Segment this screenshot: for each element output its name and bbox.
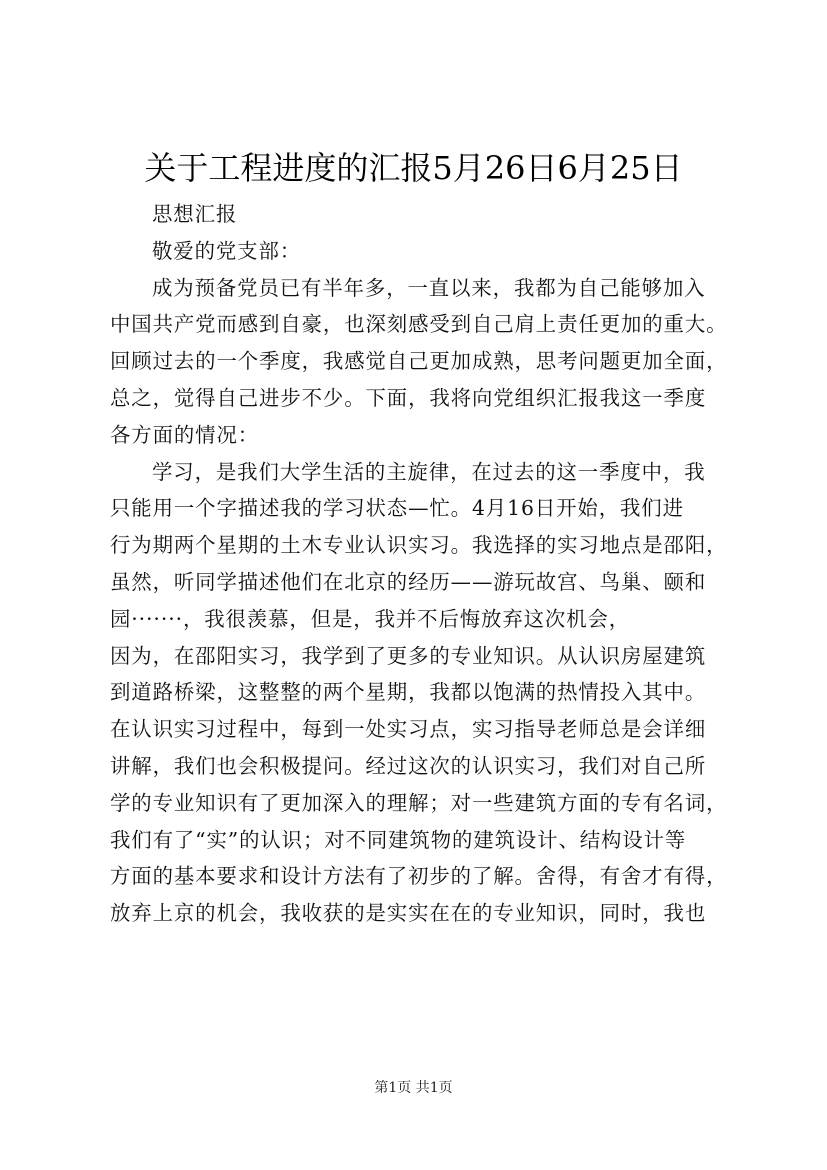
paragraph-line: 中国共产党而感到自豪，也深刻感受到自己肩上责任更加的重大。 (110, 312, 728, 337)
paragraph-line: 成为预备党员已有半年多，一直以来，我都为自己能够加入 (152, 275, 706, 300)
paragraph-line: 总之，觉得自己进步不少。下面，我将向党组织汇报我这一季度 (110, 385, 707, 410)
paragraph-line: 虽然，听同学描述他们在北京的经历——游玩故宫、鸟巢、颐和 (110, 569, 707, 594)
section-heading: 思想汇报 (152, 202, 238, 226)
paragraph-line: 我们有了“实”的认识；对不同建筑物的建筑设计、结构设计等 (110, 827, 687, 852)
paragraph-line: 放弃上京的机会，我收获的是实实在在的专业知识，同时，我也 (110, 901, 707, 926)
paragraph-line: 学的专业知识有了更加深入的理解；对一些建筑方面的专有名词， (110, 790, 728, 815)
paragraph-line: 讲解，我们也会积极提问。经过这次的认识实习，我们对自己所 (110, 753, 707, 778)
document-body (110, 196, 750, 932)
salutation: 敬爱的党支部： (152, 238, 302, 263)
paragraph-line: 方面的基本要求和设计方法有了初步的了解。舍得，有舍才有得， (110, 864, 728, 889)
page-number-footer: 第1页 共1页 (374, 1080, 453, 1096)
paragraph-line: 园·······，我很羡慕，但是，我并不后悔放弃这次机会， (110, 606, 631, 631)
document-title: 关于工程进度的汇报5月26日6月25日 (144, 149, 683, 187)
paragraph-line: 在认识实习过程中，每到一处实习点，实习指导老师总是会详细 (110, 717, 707, 742)
paragraph-line: 只能用一个字描述我的学习状态—忙。4月16日开始，我们进 (110, 496, 684, 521)
paragraph-line: 回顾过去的一个季度，我感觉自己更加成熟，思考问题更加全面， (110, 349, 728, 374)
paragraph-line: 行为期两个星期的土木专业认识实习。我选择的实习地点是邵阳， (110, 533, 728, 558)
paragraph-line: 因为，在邵阳实习，我学到了更多的专业知识。从认识房屋建筑 (110, 643, 707, 668)
paragraph-line: 到道路桥梁，这整整的两个星期，我都以饱满的热情投入其中。 (110, 680, 707, 705)
paragraph-line: 各方面的情况： (110, 422, 260, 447)
paragraph-line: 学习，是我们大学生活的主旋律，在过去的这一季度中，我 (152, 459, 706, 484)
